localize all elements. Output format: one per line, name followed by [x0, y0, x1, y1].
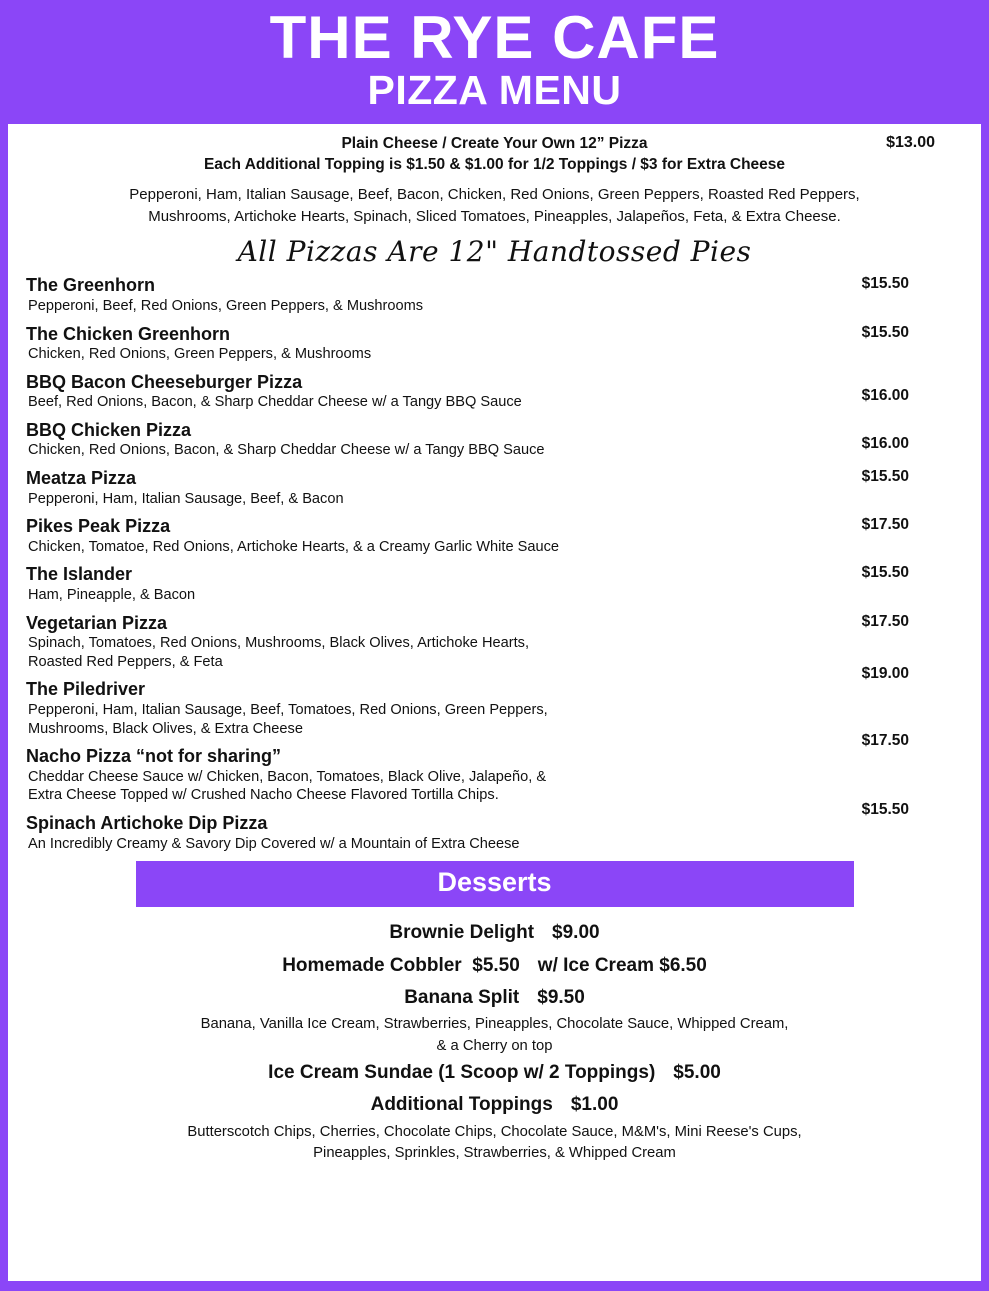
toppings-line-2: Mushrooms, Artichoke Hearts, Spinach, Sliced Tomatoes, Pineapples, Jalapeños, Feta, & Extra Cheese.: [148, 207, 841, 225]
desserts-section: [8, 907, 981, 1164]
pizza-desc: Pepperoni, Ham, Italian Sausage, Beef, Tomatoes, Red Onions, Green Peppers,: [28, 701, 548, 718]
base-pizza-line: Plain Cheese / Create Your Own 12” Pizza: [341, 135, 648, 153]
pizza-desc: Chicken, Red Onions, Green Peppers, & Mushrooms: [28, 346, 372, 363]
pizza-name: Spinach Artichoke Dip Pizza: [26, 813, 268, 834]
pizza-item: [22, 732, 967, 805]
pizza-name: Meatza Pizza: [26, 468, 137, 489]
toppings-list: [30, 176, 959, 228]
pizza-price: $15.50: [861, 323, 909, 341]
pizza-price: $15.50: [861, 564, 909, 582]
dessert-additional-name: Additional Toppings: [370, 1094, 553, 1116]
desserts-banner: Desserts: [136, 861, 854, 907]
pizza-price: $17.50: [861, 516, 909, 534]
pizza-item: [22, 612, 967, 672]
pizza-name: BBQ Bacon Cheeseburger Pizza: [26, 371, 303, 392]
dessert-sundae-price: $5.00: [673, 1062, 721, 1084]
pizza-price: $15.50: [861, 801, 909, 819]
pizza-desc: Cheddar Cheese Sauce w/ Chicken, Bacon, Tomatoes, Black Olive, Jalapeño, &: [28, 768, 547, 785]
pizza-item: [22, 371, 967, 412]
dessert-banana-desc-1: Banana, Vanilla Ice Cream, Strawberries, Pineapples, Chocolate Sauce, Whipped Cream,: [200, 1016, 789, 1033]
menu-subtitle: PIZZA MENU: [367, 67, 622, 113]
pizza-price: $19.00: [861, 665, 909, 683]
pizza-list: [8, 274, 981, 853]
pizza-desc: Chicken, Tomatoe, Red Onions, Artichoke Hearts, & a Creamy Garlic White Sauce: [28, 538, 560, 555]
pizza-price: $17.50: [861, 732, 909, 750]
pizza-price: $15.50: [861, 468, 909, 486]
intro-row: [30, 134, 959, 176]
pizza-name: BBQ Chicken Pizza: [26, 419, 192, 440]
toppings-line-1: Pepperoni, Ham, Italian Sausage, Beef, Bacon, Chicken, Red Onions, Green Peppers, Roasted Red Peppers,: [129, 185, 860, 203]
pizza-price: $16.00: [861, 434, 909, 452]
pizza-desc: Beef, Red Onions, Bacon, & Sharp Cheddar Cheese w/ a Tangy BBQ Sauce: [28, 394, 522, 411]
dessert-additional-price: $1.00: [570, 1094, 619, 1116]
dessert-banana-price: $9.50: [537, 986, 585, 1008]
pizza-desc-cont: Extra Cheese Topped w/ Crushed Nacho Cheese Flavored Tortilla Chips.: [28, 787, 499, 804]
pizza-name: The Greenhorn: [26, 275, 156, 296]
pizza-item: [22, 274, 967, 315]
intro-section: [8, 124, 981, 274]
dessert-additional-desc-1: Butterscotch Chips, Cherries, Chocolate Chips, Chocolate Sauce, M&M's, Mini Reese's Cups,: [187, 1123, 802, 1140]
pizza-name: The Piledriver: [26, 679, 146, 700]
pizza-desc: Pepperoni, Beef, Red Onions, Green Peppers, & Mushrooms: [28, 297, 424, 314]
pizza-name: Vegetarian Pizza: [26, 612, 168, 633]
pizza-item: [22, 467, 967, 508]
dessert-cobbler: [8, 950, 981, 982]
dessert-banana-name: Banana Split: [404, 986, 520, 1008]
pizza-name: Pikes Peak Pizza: [26, 516, 171, 537]
pizza-item: [22, 801, 967, 853]
pizza-desc-cont: Roasted Red Peppers, & Feta: [28, 653, 223, 670]
dessert-banana-desc-2: & a Cherry on top: [436, 1037, 553, 1054]
pizza-desc: Ham, Pineapple, & Bacon: [28, 586, 196, 603]
pizza-item: [22, 563, 967, 604]
pizza-item: [22, 665, 967, 738]
pizza-desc-cont: Mushrooms, Black Olives, & Extra Cheese: [28, 720, 303, 737]
dessert-brownie-name: Brownie Delight: [389, 922, 535, 944]
base-pizza-price: $13.00: [886, 134, 935, 152]
pizza-desc: An Incredibly Creamy & Savory Dip Covered w/ a Mountain of Extra Cheese: [28, 835, 520, 852]
pizza-price: $16.00: [861, 386, 909, 404]
pizza-price: $17.50: [861, 612, 909, 630]
pizza-desc: Spinach, Tomatoes, Red Onions, Mushrooms, Black Olives, Artichoke Hearts,: [28, 635, 529, 652]
dessert-additional-toppings: [8, 1089, 981, 1121]
pizza-name: Nacho Pizza “not for sharing”: [26, 746, 282, 767]
dessert-sundae: [8, 1057, 981, 1089]
handtossed-note: All Pizzas Are 12" Handtossed Pies: [237, 235, 752, 269]
pizza-desc: Chicken, Red Onions, Bacon, & Sharp Cheddar Cheese w/ a Tangy BBQ Sauce: [28, 442, 545, 459]
pizza-item: [22, 323, 967, 364]
dessert-banana-split: [8, 982, 981, 1014]
pizza-item: [22, 419, 967, 460]
dessert-sundae-name: Ice Cream Sundae (1 Scoop w/ 2 Toppings): [268, 1062, 656, 1084]
dessert-additional-desc-2: Pineapples, Sprinkles, Strawberries, & Whipped Cream: [313, 1145, 676, 1162]
dessert-brownie-price: $9.00: [552, 922, 600, 944]
menu-header: [8, 0, 981, 124]
pizza-item: [22, 515, 967, 556]
dessert-cobbler-price: $5.50: [472, 954, 520, 976]
pizza-name: The Chicken Greenhorn: [26, 323, 231, 344]
dessert-cobbler-icecream: w/ Ice Cream $6.50: [537, 954, 707, 976]
pizza-name: The Islander: [26, 564, 133, 585]
topping-pricing-line: Each Additional Topping is $1.50 & $1.00 for 1/2 Toppings / $3 for Extra Cheese: [203, 155, 786, 173]
dessert-cobbler-name: Homemade Cobbler: [282, 954, 462, 976]
restaurant-title: THE RYE CAFE: [269, 4, 720, 71]
footer-accent-bar: [8, 1281, 981, 1291]
intro-lines: [204, 134, 785, 176]
dessert-brownie: [8, 917, 981, 949]
pizza-price: $15.50: [861, 275, 909, 293]
pizza-desc: Pepperoni, Ham, Italian Sausage, Beef, & Bacon: [28, 490, 344, 507]
